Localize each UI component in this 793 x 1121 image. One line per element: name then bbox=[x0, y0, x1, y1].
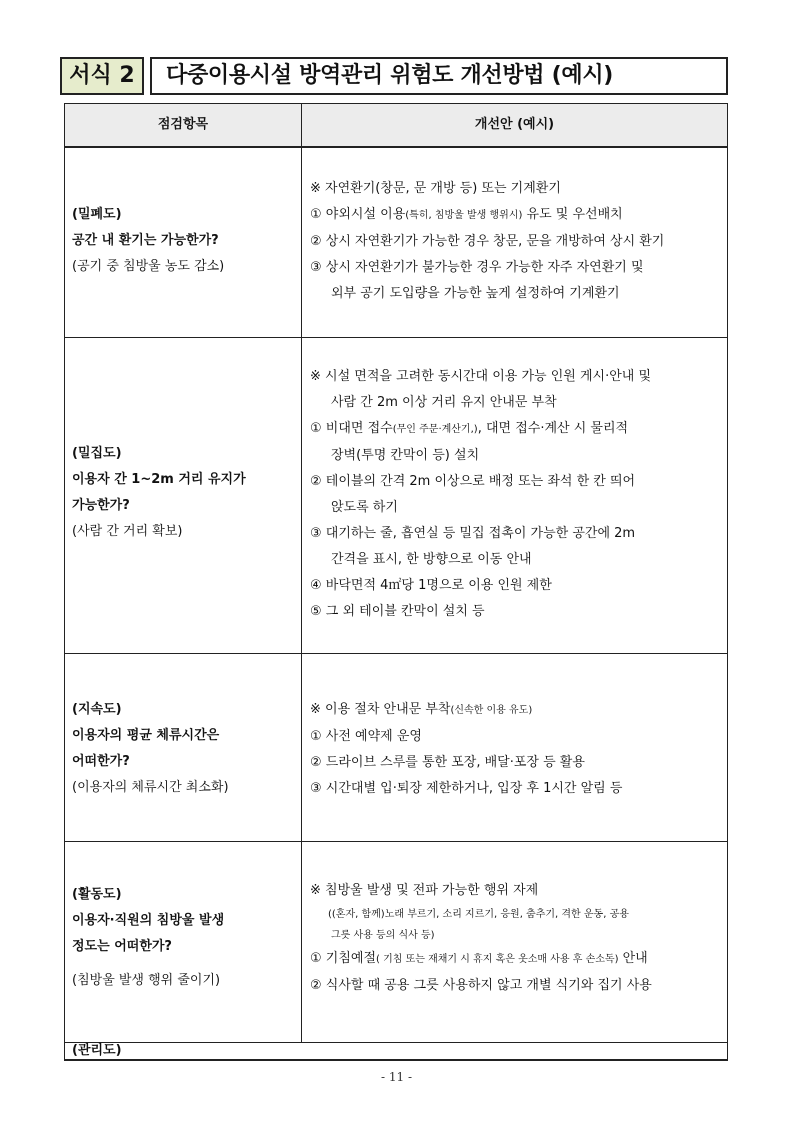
check-note: (공기 중 침방울 농도 감소) bbox=[72, 259, 225, 274]
list-item: ※ 침방울 발생 및 전파 가능한 행위 자제 bbox=[310, 883, 539, 898]
column-header-improvement: 개선안 (예시) bbox=[474, 117, 555, 132]
check-note: (이용자의 체류시간 최소화) bbox=[72, 780, 229, 795]
list-item: ① 기침예절( 기침 또는 재채기 시 휴지 혹은 옷소매 사용 후 손소독) 안내 bbox=[310, 951, 648, 966]
row-divider bbox=[64, 841, 728, 842]
list-item: 사람 간 2m 이상 거리 유지 안내문 부착 bbox=[331, 395, 557, 410]
check-note: (침방울 발생 행위 줄이기) bbox=[72, 973, 221, 988]
table-bottom-border bbox=[64, 1059, 728, 1061]
list-item: ③ 시간대별 입·퇴장 제한하거나, 입장 후 1시간 알림 등 bbox=[310, 781, 623, 796]
check-question: 가능한가? bbox=[72, 498, 130, 513]
list-item: 그릇 사용 등의 식사 등) bbox=[331, 930, 435, 941]
list-item: ① 사전 예약제 운영 bbox=[310, 729, 422, 744]
column-divider bbox=[301, 103, 302, 1043]
list-item: ※ 시설 면적을 고려한 동시간대 이용 가능 인원 게시·안내 및 bbox=[310, 369, 652, 384]
list-item: ② 식사할 때 공용 그릇 사용하지 않고 개별 식기와 집기 사용 bbox=[310, 978, 652, 993]
list-item: ⑤ 그 외 테이블 칸막이 설치 등 bbox=[310, 604, 485, 619]
row-divider bbox=[64, 653, 728, 654]
check-item-duration bbox=[72, 697, 297, 801]
check-item-enclosure bbox=[72, 202, 297, 280]
check-question: 이용자·직원의 침방울 발생 bbox=[72, 913, 225, 928]
category-code: (활동도) bbox=[72, 887, 122, 902]
category-code: (지속도) bbox=[72, 702, 122, 717]
row-divider bbox=[64, 337, 728, 338]
list-item: ③ 상시 자연환기가 불가능한 경우 가능한 자주 자연환기 및 bbox=[310, 260, 644, 275]
list-item: ③ 대기하는 줄, 흡연실 등 밀집 접촉이 가능한 공간에 2m bbox=[310, 526, 636, 541]
check-question: 공간 내 환기는 가능한가? bbox=[72, 233, 219, 248]
list-item: 간격을 표시, 한 방향으로 이동 안내 bbox=[331, 552, 532, 567]
page-number: - 11 - bbox=[380, 1070, 412, 1084]
improvement-list-density bbox=[310, 364, 720, 625]
document-title: 다중이용시설 방역관리 위험도 개선방법 (예시) bbox=[150, 57, 728, 95]
list-item: ① 야외시설 이용(특히, 침방울 발생 행위시) 유도 및 우선배치 bbox=[310, 207, 623, 222]
improvement-list-enclosure bbox=[310, 176, 720, 307]
list-item: ※ 자연환기(창문, 문 개방 등) 또는 기계환기 bbox=[310, 181, 561, 196]
category-code: (밀집도) bbox=[72, 446, 122, 461]
list-item: 앉도록 하기 bbox=[331, 500, 398, 515]
list-item: ① 비대면 접수(무인 주문·계산기,), 대면 접수·계산 시 물리적 bbox=[310, 421, 629, 436]
list-item: ※ 이용 절차 안내문 부착(신속한 이용 유도) bbox=[310, 702, 533, 717]
list-item: ④ 바닥면적 4㎡당 1명으로 이용 인원 제한 bbox=[310, 578, 552, 593]
improvement-list-activity bbox=[310, 878, 720, 999]
category-code: (밀폐도) bbox=[72, 207, 122, 222]
header-divider bbox=[64, 146, 728, 148]
check-item-activity bbox=[72, 882, 297, 994]
check-question: 이용자 간 1~2m 거리 유지가 bbox=[72, 472, 246, 487]
column-header-check-item: 점검항목 bbox=[157, 117, 209, 132]
check-question: 이용자의 평균 체류시간은 bbox=[72, 728, 220, 743]
improvement-list-duration bbox=[310, 697, 720, 802]
list-item: ② 드라이브 스루를 통한 포장, 배달·포장 등 활용 bbox=[310, 755, 585, 770]
check-item-density bbox=[72, 441, 297, 545]
check-question: 정도는 어떠한가? bbox=[72, 939, 172, 954]
list-item: 장벽(투명 칸막이 등) 설치 bbox=[331, 448, 480, 463]
list-item: ((혼자, 함께)노래 부르기, 소리 지르기, 응원, 춤추기, 격한 운동, 공용 bbox=[328, 909, 629, 920]
row-divider bbox=[64, 1042, 728, 1043]
list-item: ② 상시 자연환기가 가능한 경우 창문, 문을 개방하여 상시 환기 bbox=[310, 234, 665, 249]
form-number-label: 서식 2 bbox=[60, 57, 144, 95]
list-item: 외부 공기 도입량을 가능한 높게 설정하여 기계환기 bbox=[331, 286, 620, 301]
category-code: (관리도) bbox=[72, 1043, 122, 1058]
check-question: 어떠한가? bbox=[72, 754, 130, 769]
list-item: ② 테이블의 간격 2m 이상으로 배정 또는 좌석 한 칸 띄어 bbox=[310, 474, 636, 489]
check-note: (사람 간 거리 확보) bbox=[72, 524, 183, 539]
